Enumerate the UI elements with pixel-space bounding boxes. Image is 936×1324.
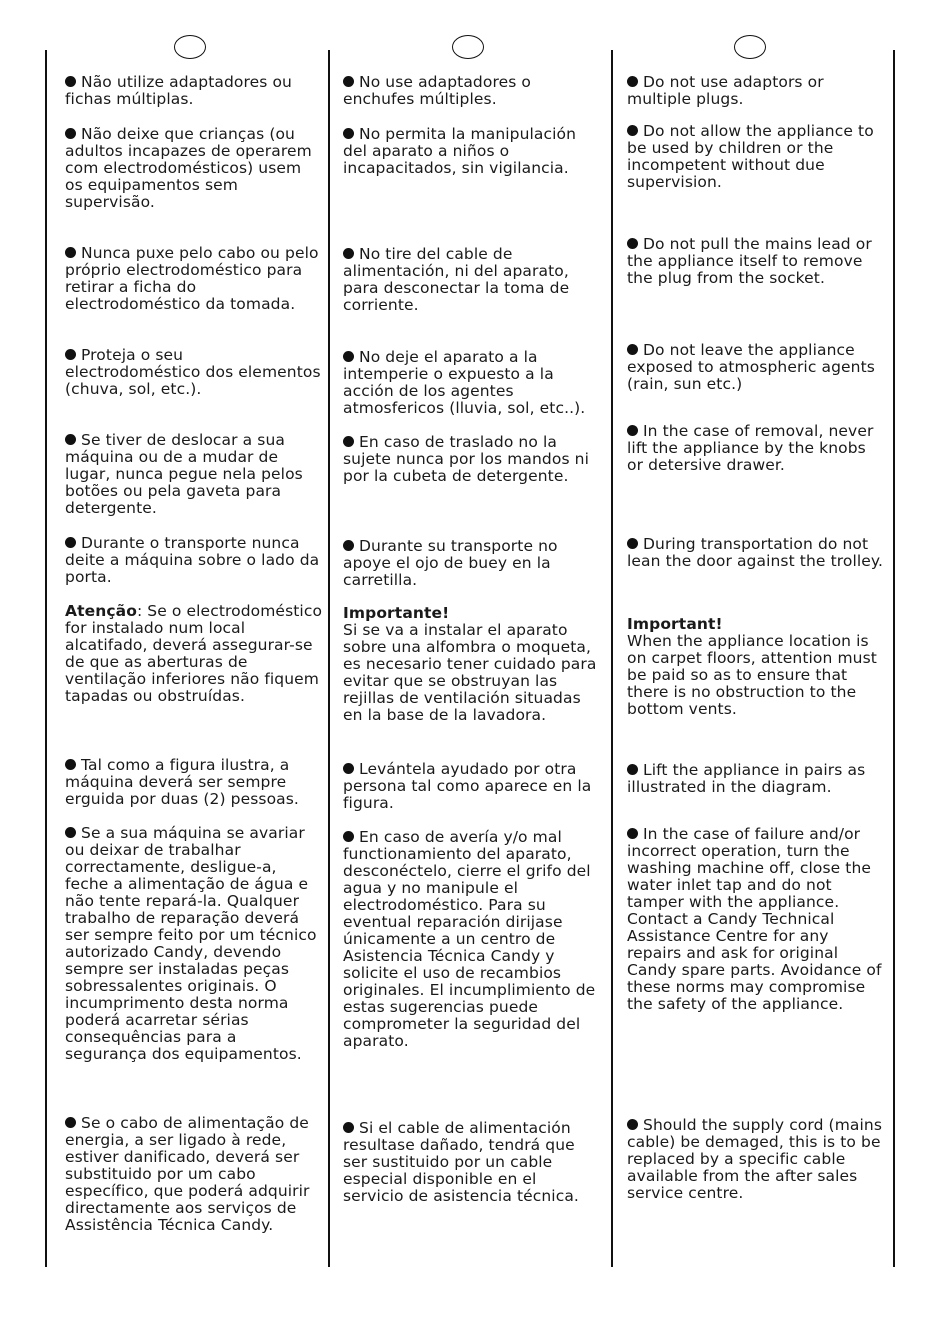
bullet-icon (627, 538, 638, 549)
safety-notice: Importante! Si se va a instalar el aparato sobre una alfombra o moqueta, es necesario tener cuidado para evitar que se obstruyan las rejillas de ventilación situadas en la base de la lavadora. (343, 604, 597, 724)
bullet-icon (65, 1117, 76, 1128)
bullet-icon (627, 764, 638, 775)
bullet-icon (65, 827, 76, 838)
safety-item: Se o cabo de alimentação de energia, a ser ligado à rede, estiver danificado, deverá ser substituido por um cabo específico, que poderá adquirir directamente aos serviços de Assistência Técnica Candy. (65, 1114, 310, 1234)
column-rule-middle-2 (611, 50, 613, 1267)
safety-item: In the case of failure and/or incorrect operation, turn the washing machine off, close the water inlet tap and do not tamper with the appliance. Contact a Candy Technical Assistance Centre for any repairs and ask for original Candy spare parts. Avoidance of these norms may compromise the safety of the appliance. (627, 825, 882, 1013)
safety-notice: Atenção: Se o electrodoméstico for instalado num local alcatifado, deverá assegurar-se de que as aberturas de ventilação inferiores não fiquem tapadas ou obstruídas. (65, 602, 323, 705)
safety-item: Do not allow the appliance to be used by children or the incompetent without due supervision. (627, 122, 874, 191)
safety-item: No permita la manipulación del aparato a niños o incapacitados, sin vigilancia. (343, 125, 577, 177)
safety-item: No use adaptadores o enchufes múltiples. (343, 73, 531, 108)
language-marker-spanish (452, 35, 484, 59)
safety-item: Não utilize adaptadores ou fichas múltiplas. (65, 73, 292, 108)
safety-item: During transportation do not lean the door against the trolley. (627, 535, 884, 570)
bullet-icon (627, 76, 638, 87)
safety-item: Durante o transporte nunca deite a máquina sobre o lado da porta. (65, 534, 320, 586)
bullet-icon (343, 76, 354, 87)
safety-item: Do not pull the mains lead or the appliance itself to remove the plug from the socket. (627, 235, 872, 287)
bullet-icon (343, 436, 354, 447)
safety-item: In the case of removal, never lift the appliance by the knobs or detersive drawer. (627, 422, 874, 474)
bullet-icon (343, 351, 354, 362)
safety-item: No deje el aparato a la intemperie o expuesto a la acción de los agentes atmosfericos (lluvia, sol, etc..). (343, 348, 586, 417)
bullet-icon (65, 537, 76, 548)
notice-heading: Atenção (65, 602, 137, 620)
bullet-icon (343, 831, 354, 842)
bullet-icon (343, 1122, 354, 1133)
bullet-icon (343, 763, 354, 774)
safety-item: Do not leave the appliance exposed to atmospheric agents (rain, sun etc.) (627, 341, 875, 393)
bullet-icon (343, 540, 354, 551)
column-rule-left (45, 50, 47, 1267)
safety-item: Não deixe que crianças (ou adultos incapazes de operarem com electrodomésticos) usem os equipamentos sem supervisão. (65, 125, 312, 211)
bullet-icon (627, 1119, 638, 1130)
safety-item: Do not use adaptors or multiple plugs. (627, 73, 824, 108)
safety-item: Levántela ayudado por otra persona tal como aparece en la figura. (343, 760, 592, 812)
bullet-icon (65, 128, 76, 139)
bullet-icon (627, 125, 638, 136)
safety-item: Lift the appliance in pairs as illustrated in the diagram. (627, 761, 866, 796)
bullet-icon (65, 349, 76, 360)
safety-item: En caso de avería y/o mal functionamiento del aparato, desconéctelo, cierre el grifo del agua y no manipule el electrodoméstico. Para su eventual reparación dirijase únicamente a un centro de Asistencia Técnica Candy y solicite el uso de recambios originales. El incumplimiento de estas sugerencias puede comprometer la seguridad del aparato. (343, 828, 596, 1050)
bullet-icon (65, 76, 76, 87)
safety-item: Si el cable de alimentación resultase dañado, tendrá que ser sustituido por un cable especial disponible en el servicio de asistencia técnica. (343, 1119, 579, 1205)
safety-item: Nunca puxe pelo cabo ou pelo próprio electrodoméstico para retirar a ficha do electrodoméstico da tomada. (65, 244, 319, 313)
bullet-icon (65, 759, 76, 770)
bullet-icon (65, 434, 76, 445)
safety-item: Se a sua máquina se avariar ou deixar de trabalhar correctamente, desligue-a, feche a alimentação de água e não tente repará-la. Qualquer trabalho de reparação deverá ser sempre feito por um técnico autorizado Candy, devendo sempre ser instaladas peças sobressalentes originais. O incumprimento desta norma poderá acarretar sérias consequências para a segurança dos equipamentos. (65, 824, 317, 1063)
bullet-icon (343, 248, 354, 259)
bullet-icon (627, 828, 638, 839)
safety-item: Proteja o seu electrodoméstico dos elementos (chuva, sol, etc.). (65, 346, 321, 398)
safety-item: Durante su transporte no apoye el ojo de buey en la carretilla. (343, 537, 558, 589)
bullet-icon (627, 344, 638, 355)
bullet-icon (65, 247, 76, 258)
safety-item: Se tiver de deslocar a sua máquina ou de a mudar de lugar, nunca pegue nela pelos botões ou pela gaveta para detergente. (65, 431, 303, 517)
notice-heading: Important! (627, 615, 723, 633)
language-marker-portuguese (174, 35, 206, 59)
language-marker-english (734, 35, 766, 59)
safety-item: No tire del cable de alimentación, ni del aparato, para desconectar la toma de corriente. (343, 245, 570, 314)
safety-item: Tal como a figura ilustra, a máquina deverá ser sempre erguida por duas (2) pessoas. (65, 756, 299, 808)
bullet-icon (343, 128, 354, 139)
column-rule-middle-1 (328, 50, 330, 1267)
safety-notice: Important! When the appliance location is on carpet floors, attention must be paid so as to ensure that there is no obstruction to the bottom vents. (627, 615, 877, 718)
bullet-icon (627, 238, 638, 249)
notice-heading: Importante! (343, 604, 450, 622)
safety-item: En caso de traslado no la sujete nunca por los mandos ni por la cubeta de detergente. (343, 433, 589, 485)
safety-item: Should the supply cord (mains cable) be demaged, this is to be replaced by a specific cable available from the after sales service centre. (627, 1116, 883, 1202)
bullet-icon (627, 425, 638, 436)
column-rule-right (893, 50, 895, 1267)
